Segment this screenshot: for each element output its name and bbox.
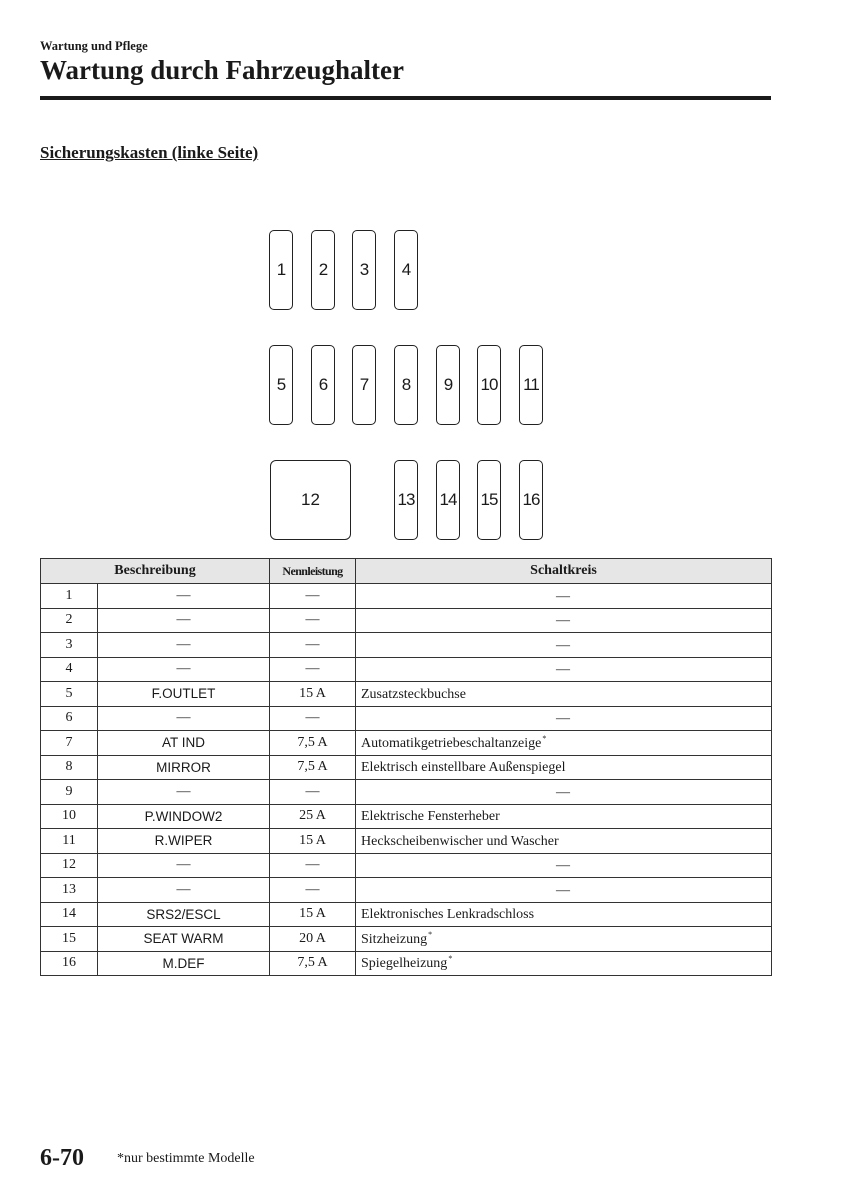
circuit-text: —: [556, 882, 570, 898]
table-row: [41, 804, 772, 829]
fuse-box-heading: Sicherungskasten (linke Seite): [40, 143, 259, 162]
fuse-number: 9: [41, 780, 98, 805]
fuse-circuit: [356, 878, 772, 903]
fuse-number: 15: [41, 927, 98, 952]
fuse-rating: —: [270, 608, 356, 633]
header-description: Beschreibung: [41, 559, 270, 584]
circuit-text: —: [556, 711, 570, 727]
fuse-rating: 15 A: [270, 682, 356, 707]
circuit-text: —: [556, 784, 570, 800]
fuse-description: MIRROR: [98, 755, 270, 780]
footnote-marker: *: [448, 954, 453, 964]
fuse-rating: —: [270, 706, 356, 731]
table-row: [41, 633, 772, 658]
fuse-rating: 7,5 A: [270, 951, 356, 976]
fuse-number: 14: [41, 902, 98, 927]
fuse-10: 10: [477, 345, 501, 425]
fuse-rating: 25 A: [270, 804, 356, 829]
table-row: [41, 755, 772, 780]
fuse-rating: 15 A: [270, 829, 356, 854]
fuse-16: 16: [519, 460, 543, 540]
fuse-8: 8: [394, 345, 418, 425]
fuse-description: SRS2/ESCL: [98, 902, 270, 927]
fuse-circuit: [356, 902, 772, 927]
table-row: [41, 853, 772, 878]
fuse-description: SEAT WARM: [98, 927, 270, 952]
fuse-description: —: [98, 584, 270, 609]
fuse-number: 11: [41, 829, 98, 854]
fuse-rating: —: [270, 633, 356, 658]
fuse-1: 1: [269, 230, 293, 310]
fuse-number: 16: [41, 951, 98, 976]
circuit-text: —: [556, 637, 570, 653]
header-rating: Nennleistung: [270, 559, 356, 584]
circuit-text: —: [556, 662, 570, 678]
circuit-text: Elektrische Fensterheber: [361, 809, 500, 825]
fuse-description: —: [98, 706, 270, 731]
fuse-15: 15: [477, 460, 501, 540]
fuse-rating: —: [270, 584, 356, 609]
fuse-circuit: [356, 731, 772, 756]
fuse-rating: 7,5 A: [270, 755, 356, 780]
fuse-description: —: [98, 633, 270, 658]
fuse-description: F.OUTLET: [98, 682, 270, 707]
fuse-circuit: [356, 633, 772, 658]
table-row: [41, 878, 772, 903]
table-header-row: [41, 559, 772, 584]
circuit-text: —: [556, 613, 570, 629]
fuse-rating: 15 A: [270, 902, 356, 927]
circuit-text: Zusatzsteckbuchse: [361, 686, 466, 702]
fuse-number: 6: [41, 706, 98, 731]
fuse-number: 13: [41, 878, 98, 903]
fuse-circuit: [356, 780, 772, 805]
fuse-rating: —: [270, 657, 356, 682]
fuse-circuit: [356, 657, 772, 682]
fuse-11: 11: [519, 345, 543, 425]
table-row: [41, 780, 772, 805]
fuse-12: 12: [270, 460, 351, 540]
fuse-2: 2: [311, 230, 335, 310]
fuse-4: 4: [394, 230, 418, 310]
fuse-description: —: [98, 853, 270, 878]
fuse-circuit: [356, 927, 772, 952]
fuse-circuit: [356, 584, 772, 609]
fuse-rating: 20 A: [270, 927, 356, 952]
fuse-number: 7: [41, 731, 98, 756]
circuit-text: Spiegelheizung: [361, 956, 448, 972]
footnote: *nur bestimmte Modelle: [117, 1151, 255, 1166]
table-row: [41, 682, 772, 707]
fuse-circuit: [356, 706, 772, 731]
section-label: Wartung und Pflege: [40, 39, 148, 53]
fuse-number: 3: [41, 633, 98, 658]
fuse-14: 14: [436, 460, 460, 540]
fuse-circuit: [356, 804, 772, 829]
fuse-3: 3: [352, 230, 376, 310]
fuse-rating: —: [270, 853, 356, 878]
fuse-circuit: [356, 608, 772, 633]
fuse-rating: 7,5 A: [270, 731, 356, 756]
fuse-9: 9: [436, 345, 460, 425]
fuse-5: 5: [269, 345, 293, 425]
fuse-number: 12: [41, 853, 98, 878]
page-number: 6-70: [40, 1145, 84, 1171]
fuse-description: AT IND: [98, 731, 270, 756]
fuse-table: [40, 558, 772, 976]
circuit-text: Elektrisch einstellbare Außenspiegel: [361, 760, 566, 776]
fuse-rating: —: [270, 780, 356, 805]
fuse-description: P.WINDOW2: [98, 804, 270, 829]
fuse-description: —: [98, 657, 270, 682]
fuse-circuit: [356, 853, 772, 878]
fuse-number: 4: [41, 657, 98, 682]
circuit-text: Heckscheibenwischer und Wascher: [361, 833, 559, 849]
table-row: [41, 951, 772, 976]
fuse-description: R.WIPER: [98, 829, 270, 854]
table-row: [41, 829, 772, 854]
circuit-text: Automatikgetriebeschaltanzeige: [361, 735, 542, 751]
fuse-number: 10: [41, 804, 98, 829]
fuse-description: —: [98, 608, 270, 633]
header-circuit: Schaltkreis: [356, 559, 772, 584]
fuse-circuit: [356, 755, 772, 780]
table-row: [41, 608, 772, 633]
title-divider: [40, 96, 771, 100]
fuse-6: 6: [311, 345, 335, 425]
circuit-text: Elektronisches Lenkradschloss: [361, 907, 535, 923]
fuse-rating: —: [270, 878, 356, 903]
fuse-circuit: [356, 829, 772, 854]
footnote-marker: *: [428, 929, 433, 939]
fuse-number: 5: [41, 682, 98, 707]
table-row: [41, 927, 772, 952]
circuit-text: —: [556, 858, 570, 874]
fuse-circuit: [356, 682, 772, 707]
fuse-description: —: [98, 780, 270, 805]
table-row: [41, 731, 772, 756]
table-row: [41, 584, 772, 609]
circuit-text: —: [556, 588, 570, 604]
fuse-circuit: [356, 951, 772, 976]
fuse-number: 1: [41, 584, 98, 609]
page-title: Wartung durch Fahrzeughalter: [40, 55, 404, 85]
circuit-text: Sitzheizung: [361, 931, 428, 947]
table-row: [41, 657, 772, 682]
table-row: [41, 902, 772, 927]
footnote-marker: *: [542, 733, 547, 743]
fuse-description: —: [98, 878, 270, 903]
fuse-number: 2: [41, 608, 98, 633]
table-row: [41, 706, 772, 731]
fuse-number: 8: [41, 755, 98, 780]
fuse-13: 13: [394, 460, 418, 540]
fuse-7: 7: [352, 345, 376, 425]
fuse-description: M.DEF: [98, 951, 270, 976]
